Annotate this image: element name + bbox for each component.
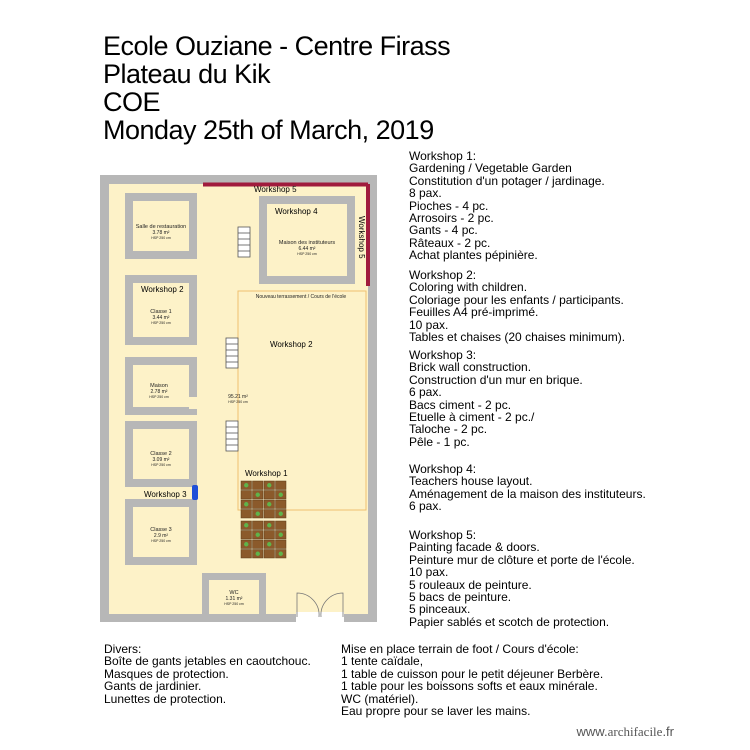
- label-workshop3: Workshop 3: [144, 490, 187, 499]
- note-line: 10 pax.: [409, 565, 449, 580]
- plant: [267, 523, 271, 527]
- note-heading: Workshop 2:: [409, 268, 477, 282]
- note-heading: Workshop 1:: [409, 149, 477, 163]
- note-line: Coloring with children.: [409, 280, 528, 295]
- area-wc: 1.31 m²: [225, 596, 243, 602]
- stairs-1: [238, 227, 250, 257]
- logo-brand: archifacile: [607, 724, 663, 739]
- note-line: Boîte de gants jetables en caoutchouc.: [104, 654, 311, 669]
- plant: [244, 502, 248, 506]
- label-classe3: Classe 3: [150, 527, 172, 533]
- hsp-classe3: HSP 250 cm: [151, 539, 171, 543]
- label-workshop5-side: Workshop 5: [357, 216, 366, 259]
- hsp-restauration: HSP 250 cm: [151, 236, 171, 240]
- garden-bed: [253, 481, 264, 490]
- title-line-4: Monday 25th of March, 2019: [103, 115, 434, 145]
- note-line: 1 table de cuisson pour le petit déjeuner Berbère.: [341, 666, 604, 681]
- note-line: Constitution d'un potager / jardinage.: [409, 173, 605, 188]
- plant: [279, 533, 283, 537]
- title-line-3: COE: [103, 87, 161, 117]
- workshop3-marker: [192, 485, 198, 500]
- plant: [279, 552, 283, 556]
- note-line: Pioches - 4 pc.: [409, 198, 489, 213]
- note-line: Râteaux - 2 pc.: [409, 235, 491, 250]
- hsp-main: HSP 250 cm: [228, 400, 248, 404]
- workshop3-note: [409, 349, 583, 448]
- area-maison: 2.78 m²: [150, 389, 168, 395]
- hsp-classe1: HSP 250 cm: [151, 321, 171, 325]
- garden-bed: [253, 500, 264, 509]
- plant: [244, 483, 248, 487]
- logo-prefix: www.: [576, 724, 608, 739]
- garden-bed: [241, 550, 252, 559]
- garden-bed: [264, 531, 275, 540]
- note-line: Painting facade & doors.: [409, 540, 540, 555]
- foot-field-note: [341, 643, 603, 717]
- hsp-classe2: HSP 250 cm: [151, 463, 171, 467]
- label-workshop2-center: Workshop 2: [270, 340, 313, 349]
- label-maison: Maison: [150, 383, 168, 389]
- label-classe2: Classe 2: [150, 451, 172, 457]
- label-restauration: Salle de restauration: [135, 224, 187, 230]
- workshop5-note: [409, 529, 635, 628]
- label-workshop1: Workshop 1: [245, 469, 288, 478]
- note-line: 10 pax.: [409, 317, 449, 332]
- hsp-instituteurs: HSP 250 cm: [297, 252, 317, 256]
- note-heading: Divers:: [104, 642, 142, 656]
- note-line: Etuelle à ciment - 2 pc./: [409, 410, 535, 425]
- area-classe3: 2.9 m²: [153, 533, 169, 539]
- note-line: Papier sablés et scotch de protection.: [409, 614, 610, 629]
- area-classe1: 3.44 m²: [152, 315, 170, 321]
- note-line: Masques de protection.: [104, 666, 229, 681]
- note-line: Gants - 4 pc.: [409, 223, 478, 238]
- note-line: Feuilles A4 pré-imprimé.: [409, 305, 539, 320]
- note-line: Eau propre pour se laver les mains.: [341, 704, 531, 719]
- plant: [244, 542, 248, 546]
- label-workshop5-top: Workshop 5: [254, 185, 297, 194]
- area-instituteurs: 6.44 m²: [298, 246, 316, 252]
- note-line: 8 pax.: [409, 186, 442, 201]
- note-line: Aménagement de la maison des instituteurs.: [409, 486, 646, 501]
- note-line: Teachers house layout.: [409, 474, 533, 489]
- note-line: Taloche - 2 pc.: [409, 422, 488, 437]
- garden-bed: [264, 491, 275, 500]
- plant: [256, 533, 260, 537]
- note-heading: Workshop 3:: [409, 348, 477, 362]
- garden-bed: [276, 481, 287, 490]
- note-line: 1 table pour les boissons softs et eaux minérale.: [341, 679, 598, 694]
- workshop4-note: [409, 463, 646, 513]
- area-classe2: 3.09 m²: [152, 457, 170, 463]
- plant: [267, 483, 271, 487]
- note-line: Coloriage pour les enfants / participants.: [409, 292, 624, 307]
- note-heading: Workshop 4:: [409, 462, 477, 476]
- note-heading: Mise en place terrain de foot / Cours d'école:: [341, 642, 579, 656]
- plant: [267, 542, 271, 546]
- note-line: 5 rouleaux de peinture.: [409, 577, 532, 592]
- note-line: 6 pax.: [409, 385, 442, 400]
- note-line: Brick wall construction.: [409, 360, 532, 375]
- garden-bed: [241, 491, 252, 500]
- logo-tld: .fr: [662, 724, 674, 739]
- note-line: Arrosoirs - 2 pc.: [409, 211, 494, 226]
- stairs-3: [226, 421, 238, 451]
- garden-bed: [241, 531, 252, 540]
- garden-bed: [253, 521, 264, 530]
- garden-bed: [264, 510, 275, 519]
- note-line: 5 bacs de peinture.: [409, 590, 512, 605]
- plant: [256, 512, 260, 516]
- label-wc: WC: [229, 590, 239, 596]
- plant: [256, 493, 260, 497]
- garden-bed: [264, 550, 275, 559]
- note-line: Peinture mur de clôture et porte de l'école.: [409, 552, 635, 567]
- note-line: WC (matériel).: [341, 691, 419, 706]
- title-line-2: Plateau du Kik: [103, 59, 271, 89]
- label-workshop4: Workshop 4: [275, 207, 318, 216]
- hsp-wc: HSP 250 cm: [224, 602, 244, 606]
- note-line: Lunettes de protection.: [104, 691, 227, 706]
- workshop2-note: [409, 269, 625, 343]
- workshop1-note: [409, 150, 605, 262]
- plant: [267, 502, 271, 506]
- garden-bed: [276, 500, 287, 509]
- label-instituteurs: Maison des instituteurs: [278, 240, 336, 246]
- stairs-2: [226, 338, 238, 368]
- note-line: Gardening / Vegetable Garden: [409, 161, 572, 176]
- divers-note: [104, 643, 311, 705]
- area-restauration: 3.78 m²: [152, 230, 170, 236]
- note-line: Construction d'un mur en brique.: [409, 372, 583, 387]
- note-line: 6 pax.: [409, 499, 442, 514]
- plant: [279, 512, 283, 516]
- archifacile-logo: [577, 724, 674, 740]
- plant: [279, 493, 283, 497]
- plant: [244, 523, 248, 527]
- garden-bed: [253, 540, 264, 549]
- hsp-maison: HSP 250 cm: [149, 395, 169, 399]
- garden-bed: [276, 521, 287, 530]
- garden-bed: [276, 540, 287, 549]
- garden-bed: [241, 510, 252, 519]
- note-heading: Workshop 5:: [409, 528, 477, 542]
- note-line: Achat plantes pépinière.: [409, 248, 538, 263]
- note-line: Gants de jardinier.: [104, 679, 202, 694]
- note-line: Tables et chaises (20 chaises minimum).: [409, 330, 626, 345]
- plant: [256, 552, 260, 556]
- note-line: 1 tente caïdale,: [341, 654, 424, 669]
- label-workshop2-left: Workshop 2: [141, 285, 184, 294]
- label-courtyard: Nouveau terrassement / Cours de l'école: [255, 294, 347, 300]
- note-line: Bacs ciment - 2 pc.: [409, 397, 512, 412]
- title-line-1: Ecole Ouziane - Centre Firass: [103, 31, 451, 61]
- area-main: 95.21 m²: [228, 394, 248, 400]
- note-line: Pêle - 1 pc.: [409, 434, 470, 449]
- note-line: 5 pinceaux.: [409, 602, 471, 617]
- label-classe1: Classe 1: [150, 309, 172, 315]
